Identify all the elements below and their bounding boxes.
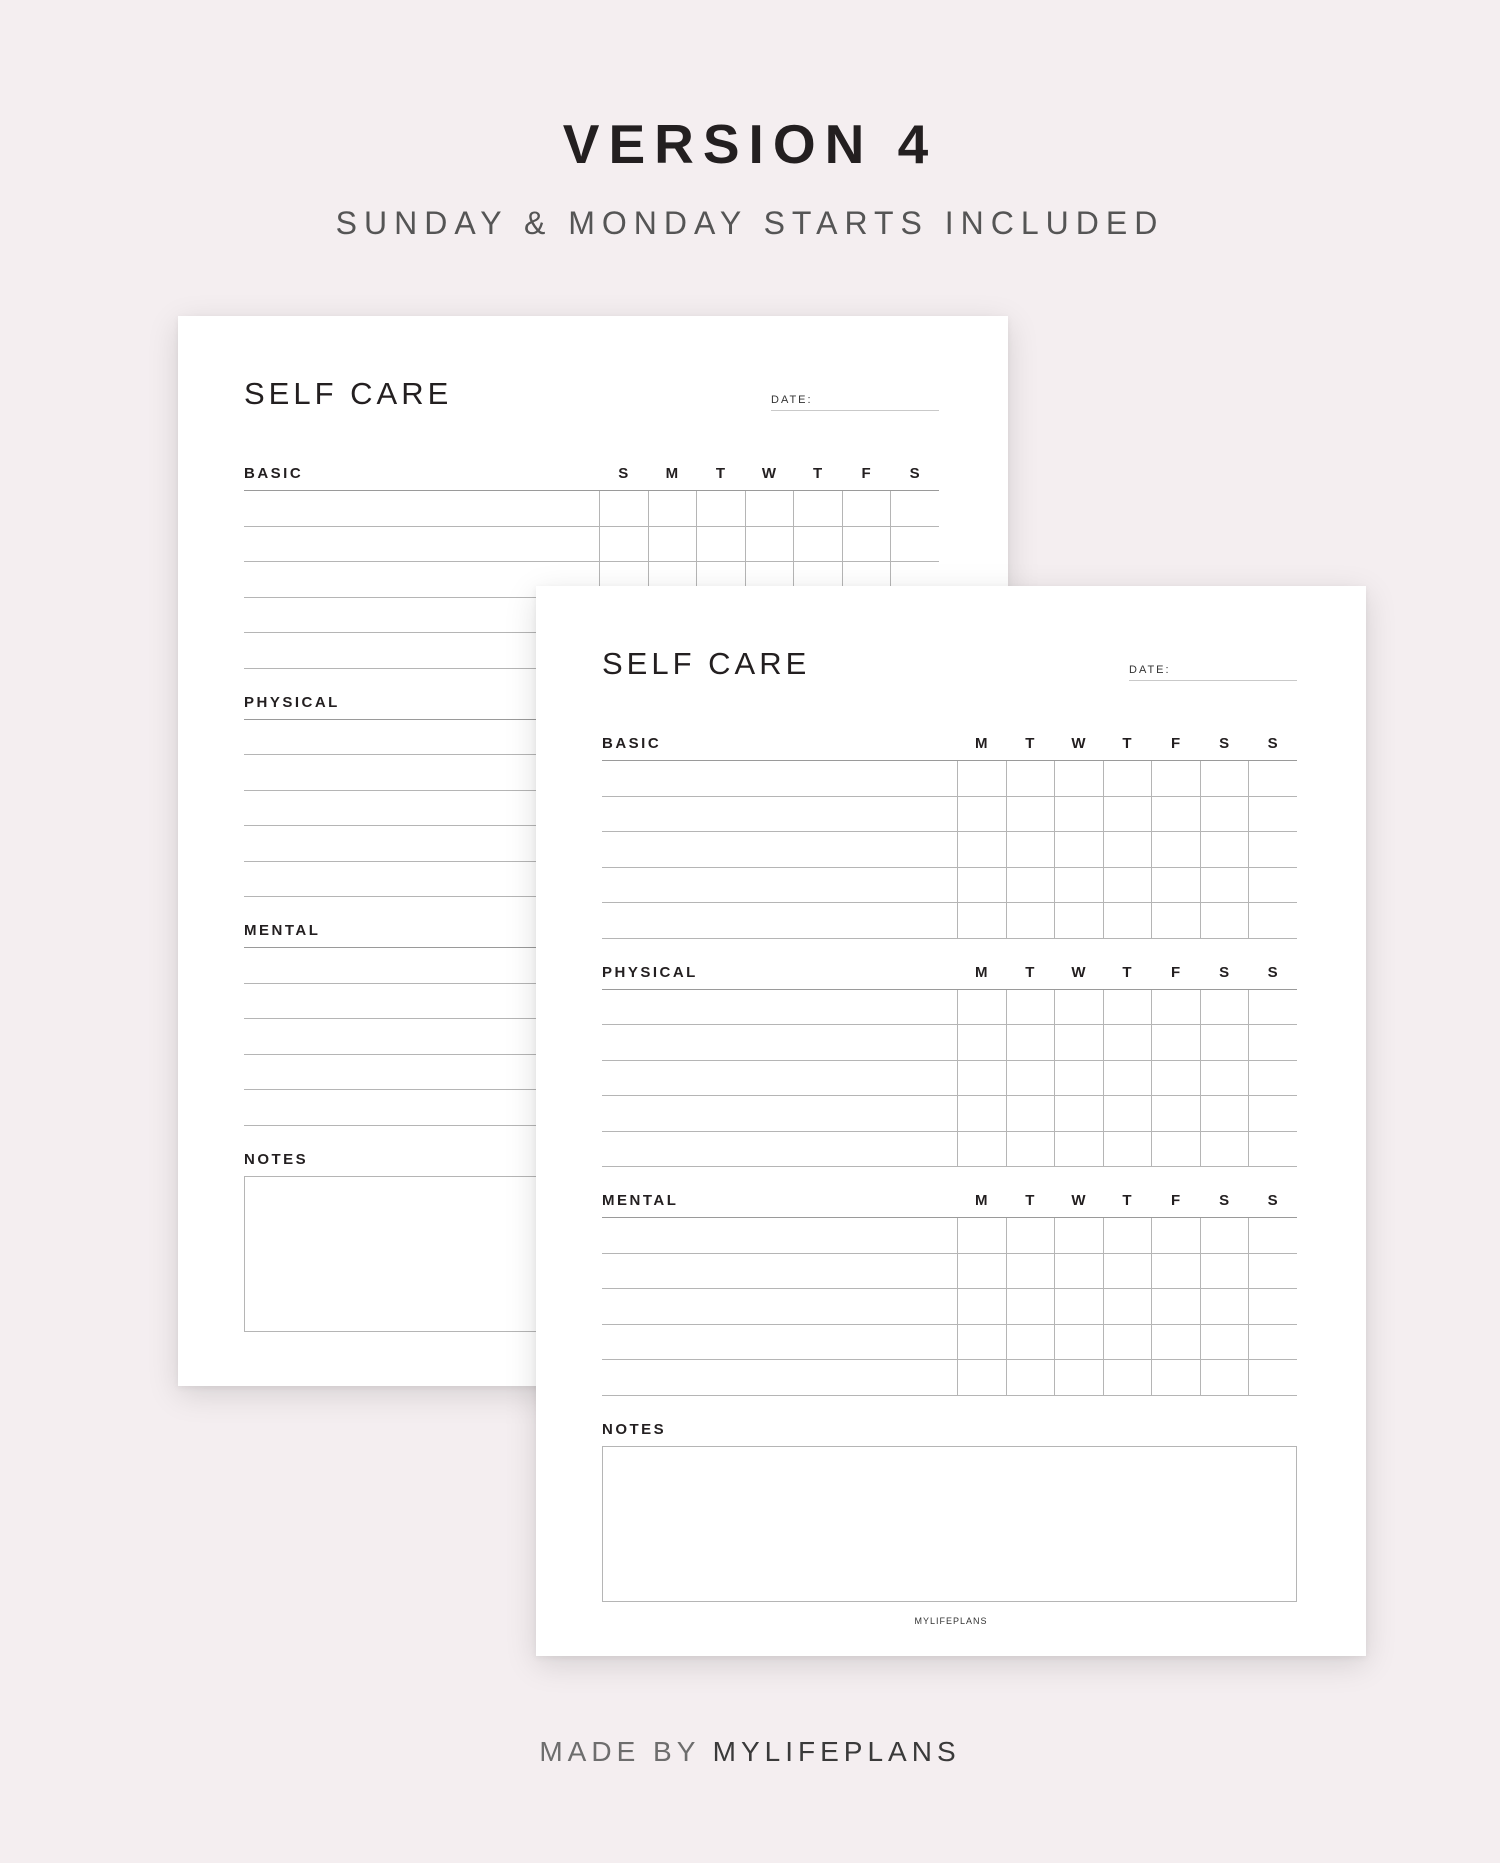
- sections: [602, 730, 1297, 1396]
- day-checkbox-cell: [1151, 1325, 1200, 1360]
- sheet-content: [602, 646, 1297, 1602]
- task-line: [602, 832, 957, 867]
- task-line: [602, 1061, 957, 1096]
- tracker-row: [602, 990, 1297, 1026]
- section-header: [602, 1187, 1297, 1217]
- day-checkbox-cell: [1054, 868, 1103, 903]
- task-line: [602, 1289, 957, 1324]
- day-checkbox-cell: [1054, 1289, 1103, 1324]
- task-line: [602, 868, 957, 903]
- monday-start-sheet: [536, 586, 1366, 1656]
- page-subtitle: SUNDAY & MONDAY STARTS INCLUDED: [335, 205, 1165, 241]
- section-label: MENTAL: [244, 922, 321, 939]
- day-checkbox-cell: [1054, 1096, 1103, 1131]
- day-checkbox-cell: [1054, 990, 1103, 1025]
- day-checkbox-cell: [1054, 832, 1103, 867]
- task-line: [602, 761, 957, 796]
- day-checkbox-cell: [1103, 1025, 1152, 1060]
- notes-section: [602, 1416, 1297, 1602]
- day-checkbox-cell: [842, 527, 891, 562]
- day-checkbox-cell: [1054, 1254, 1103, 1289]
- day-checkbox-cell: [1248, 990, 1297, 1025]
- day-checkbox-cell: [957, 1325, 1006, 1360]
- day-checkbox-cell: [1200, 797, 1249, 832]
- day-checkbox-cell: [1006, 832, 1055, 867]
- day-header: T: [1122, 963, 1132, 981]
- tracker-row: [602, 1096, 1297, 1132]
- day-checkbox-cell: [696, 527, 745, 562]
- day-checkbox-cell: [1200, 1289, 1249, 1324]
- day-header: M: [975, 1192, 988, 1209]
- day-checkbox-cell: [1248, 832, 1297, 867]
- sheet-brand: MYLIFEPLANS: [914, 1616, 988, 1626]
- day-checkbox-cell: [1006, 903, 1055, 938]
- day-checkbox-cell: [1248, 1061, 1297, 1096]
- day-checkbox-cell: [1006, 1061, 1055, 1096]
- tracker-row: [602, 832, 1297, 868]
- day-checkbox-cell: [599, 491, 648, 526]
- day-checkbox-cell: [1151, 761, 1200, 796]
- day-header: W: [1071, 1192, 1086, 1209]
- date-label: DATE:: [1129, 664, 1171, 676]
- day-checkbox-cell: [1151, 1254, 1200, 1289]
- day-checkbox-cell: [1248, 1218, 1297, 1253]
- day-checkbox-cell: [1054, 797, 1103, 832]
- day-checkbox-cell: [957, 1132, 1006, 1167]
- day-checkbox-cell: [1151, 1289, 1200, 1324]
- day-checkbox-cell: [1006, 868, 1055, 903]
- task-line: [602, 990, 957, 1025]
- day-checkbox-cell: [1248, 1289, 1297, 1324]
- section-label: PHYSICAL: [602, 963, 698, 981]
- tracker-row: [244, 527, 939, 563]
- notes-header: [602, 1416, 1297, 1446]
- day-checkbox-cell: [1151, 1360, 1200, 1395]
- day-checkbox-cell: [957, 1289, 1006, 1324]
- day-checkbox-cell: [1103, 832, 1152, 867]
- page-title: VERSION 4: [562, 113, 938, 175]
- day-checkbox-cell: [1200, 761, 1249, 796]
- day-checkbox-cell: [1103, 1061, 1152, 1096]
- day-checkbox-cell: [1200, 1254, 1249, 1289]
- day-checkbox-cell: [957, 1061, 1006, 1096]
- day-checkbox-cell: [957, 832, 1006, 867]
- sheet-title: SELF CARE: [244, 376, 453, 411]
- day-checkbox-cell: [1200, 1325, 1249, 1360]
- day-checkbox-cell: [1200, 1132, 1249, 1167]
- day-header: F: [1170, 1192, 1181, 1209]
- notes-box: [602, 1446, 1297, 1602]
- day-checkbox-cell: [1200, 868, 1249, 903]
- task-line: [602, 1360, 957, 1395]
- day-checkbox-cell: [1151, 797, 1200, 832]
- day-checkbox-cell: [745, 491, 794, 526]
- day-header: T: [1025, 735, 1035, 752]
- day-checkbox-cell: [1151, 868, 1200, 903]
- day-checkbox-cell: [1151, 990, 1200, 1025]
- day-checkbox-cell: [1006, 1025, 1055, 1060]
- day-header: T: [1025, 1192, 1035, 1209]
- day-checkbox-cell: [957, 1254, 1006, 1289]
- day-checkbox-cell: [1103, 868, 1152, 903]
- day-checkbox-cell: [1054, 1025, 1103, 1060]
- tracker-row: [602, 1289, 1297, 1325]
- day-header: M: [975, 963, 988, 981]
- day-checkbox-cell: [1200, 832, 1249, 867]
- day-header: S: [1219, 1192, 1230, 1209]
- section-header: [244, 460, 939, 490]
- day-checkbox-cell: [1103, 903, 1152, 938]
- day-headers: [599, 465, 939, 490]
- day-header: F: [1170, 963, 1181, 981]
- day-header: S: [1267, 963, 1278, 981]
- day-header: W: [1071, 735, 1086, 752]
- day-checkbox-cell: [1006, 990, 1055, 1025]
- tracker-row: [602, 797, 1297, 833]
- day-header: F: [861, 465, 871, 482]
- day-header: T: [715, 465, 725, 482]
- day-checkbox-cell: [1006, 1289, 1055, 1324]
- day-checkbox-cell: [1248, 868, 1297, 903]
- day-header: T: [1122, 735, 1132, 752]
- day-checkbox-cell: [599, 527, 648, 562]
- day-checkbox-cell: [1006, 1254, 1055, 1289]
- date-field: [771, 390, 939, 411]
- day-checkbox-cell: [696, 491, 745, 526]
- section-label: BASIC: [602, 735, 662, 752]
- day-checkbox-cell: [1248, 1325, 1297, 1360]
- sheet-header: [244, 376, 939, 440]
- day-checkbox-cell: [1054, 903, 1103, 938]
- tracker-section-basic: [602, 730, 1297, 939]
- day-checkbox-cell: [1200, 1061, 1249, 1096]
- tracker-row: [244, 491, 939, 527]
- tracker-row: [602, 1061, 1297, 1097]
- day-checkbox-cell: [1248, 797, 1297, 832]
- day-checkbox-cell: [957, 868, 1006, 903]
- day-header: S: [909, 465, 920, 482]
- section-header: [602, 959, 1297, 989]
- section-label: MENTAL: [602, 1192, 679, 1209]
- day-header: S: [1219, 963, 1230, 981]
- day-checkbox-cell: [1151, 903, 1200, 938]
- day-checkbox-cell: [1151, 1025, 1200, 1060]
- day-checkbox-cell: [793, 491, 842, 526]
- day-headers: [957, 735, 1297, 760]
- task-line: [602, 1025, 957, 1060]
- day-checkbox-cell: [1006, 1360, 1055, 1395]
- tracker-row: [602, 1325, 1297, 1361]
- day-checkbox-cell: [1151, 832, 1200, 867]
- tracker-grid: [602, 989, 1297, 1168]
- task-line: [602, 1254, 957, 1289]
- notes-label: NOTES: [244, 1150, 309, 1168]
- day-header: T: [1122, 1192, 1132, 1209]
- tracker-grid: [602, 760, 1297, 939]
- day-header: T: [812, 465, 823, 482]
- day-header: T: [1025, 963, 1035, 981]
- tracker-row: [602, 868, 1297, 904]
- day-checkbox-cell: [1151, 1218, 1200, 1253]
- day-headers: [957, 964, 1297, 989]
- day-checkbox-cell: [1248, 1025, 1297, 1060]
- day-checkbox-cell: [1103, 1254, 1152, 1289]
- day-checkbox-cell: [1200, 990, 1249, 1025]
- day-header: S: [618, 465, 629, 482]
- task-line: [602, 1132, 957, 1167]
- day-checkbox-cell: [793, 527, 842, 562]
- day-checkbox-cell: [957, 1025, 1006, 1060]
- day-header: S: [1267, 1192, 1278, 1209]
- tracker-row: [602, 1132, 1297, 1168]
- day-checkbox-cell: [1103, 1096, 1152, 1131]
- day-header: S: [1219, 735, 1230, 752]
- day-checkbox-cell: [1006, 761, 1055, 796]
- day-header: M: [665, 465, 679, 482]
- task-line: [602, 1096, 957, 1131]
- tracker-grid: [602, 1217, 1297, 1396]
- day-checkbox-cell: [1248, 1254, 1297, 1289]
- tracker-row: [602, 903, 1297, 939]
- day-checkbox-cell: [1054, 1218, 1103, 1253]
- task-line: [602, 903, 957, 938]
- section-header: [602, 730, 1297, 760]
- section-label: BASIC: [244, 465, 304, 482]
- sheet-title: SELF CARE: [602, 646, 811, 681]
- day-checkbox-cell: [1054, 761, 1103, 796]
- day-checkbox-cell: [745, 527, 794, 562]
- day-checkbox-cell: [957, 903, 1006, 938]
- day-checkbox-cell: [1248, 1360, 1297, 1395]
- day-checkbox-cell: [957, 761, 1006, 796]
- notes-label: NOTES: [602, 1420, 667, 1438]
- task-line: [244, 491, 599, 526]
- task-line: [602, 797, 957, 832]
- day-checkbox-cell: [1103, 1218, 1152, 1253]
- day-checkbox-cell: [957, 1360, 1006, 1395]
- day-checkbox-cell: [842, 491, 891, 526]
- day-header: W: [761, 465, 777, 482]
- day-checkbox-cell: [648, 491, 697, 526]
- day-checkbox-cell: [1151, 1061, 1200, 1096]
- day-checkbox-cell: [1248, 761, 1297, 796]
- day-checkbox-cell: [957, 990, 1006, 1025]
- day-header: M: [975, 735, 988, 752]
- tracker-row: [602, 1218, 1297, 1254]
- day-checkbox-cell: [1054, 1360, 1103, 1395]
- footer-brand: MYLIFEPLANS: [712, 1736, 961, 1767]
- day-checkbox-cell: [648, 527, 697, 562]
- day-checkbox-cell: [1103, 990, 1152, 1025]
- tracker-row: [602, 1360, 1297, 1396]
- day-headers: [957, 1192, 1297, 1217]
- day-checkbox-cell: [1151, 1132, 1200, 1167]
- tracker-row: [602, 1254, 1297, 1290]
- day-checkbox-cell: [890, 527, 939, 562]
- day-checkbox-cell: [957, 1096, 1006, 1131]
- task-line: [602, 1325, 957, 1360]
- day-header: S: [1267, 735, 1278, 752]
- day-checkbox-cell: [1248, 903, 1297, 938]
- tracker-row: [602, 761, 1297, 797]
- day-checkbox-cell: [1200, 1360, 1249, 1395]
- day-checkbox-cell: [1200, 1025, 1249, 1060]
- tracker-row: [602, 1025, 1297, 1061]
- day-checkbox-cell: [1200, 1218, 1249, 1253]
- sheet-header: [602, 646, 1297, 710]
- day-header: F: [1170, 735, 1181, 752]
- tracker-section-mental: [602, 1187, 1297, 1396]
- day-checkbox-cell: [1151, 1096, 1200, 1131]
- day-checkbox-cell: [1006, 1132, 1055, 1167]
- date-field: [1129, 660, 1297, 681]
- task-line: [602, 1218, 957, 1253]
- day-checkbox-cell: [1248, 1096, 1297, 1131]
- day-checkbox-cell: [957, 797, 1006, 832]
- day-checkbox-cell: [1006, 797, 1055, 832]
- day-checkbox-cell: [1006, 1325, 1055, 1360]
- footer-made-by: MADE BY: [539, 1736, 700, 1767]
- day-checkbox-cell: [890, 491, 939, 526]
- day-checkbox-cell: [1006, 1096, 1055, 1131]
- day-checkbox-cell: [1006, 1218, 1055, 1253]
- day-checkbox-cell: [1103, 761, 1152, 796]
- day-checkbox-cell: [1054, 1132, 1103, 1167]
- date-label: DATE:: [771, 394, 813, 406]
- tracker-section-physical: [602, 959, 1297, 1168]
- day-header: W: [1071, 963, 1086, 981]
- day-checkbox-cell: [1054, 1325, 1103, 1360]
- day-checkbox-cell: [1200, 1096, 1249, 1131]
- day-checkbox-cell: [1054, 1061, 1103, 1096]
- footer: [0, 1736, 1500, 1768]
- day-checkbox-cell: [957, 1218, 1006, 1253]
- day-checkbox-cell: [1103, 1132, 1152, 1167]
- day-checkbox-cell: [1103, 1325, 1152, 1360]
- day-checkbox-cell: [1200, 903, 1249, 938]
- day-checkbox-cell: [1103, 797, 1152, 832]
- day-checkbox-cell: [1103, 1289, 1152, 1324]
- task-line: [244, 527, 599, 562]
- section-label: PHYSICAL: [244, 693, 340, 711]
- day-checkbox-cell: [1248, 1132, 1297, 1167]
- day-checkbox-cell: [1103, 1360, 1152, 1395]
